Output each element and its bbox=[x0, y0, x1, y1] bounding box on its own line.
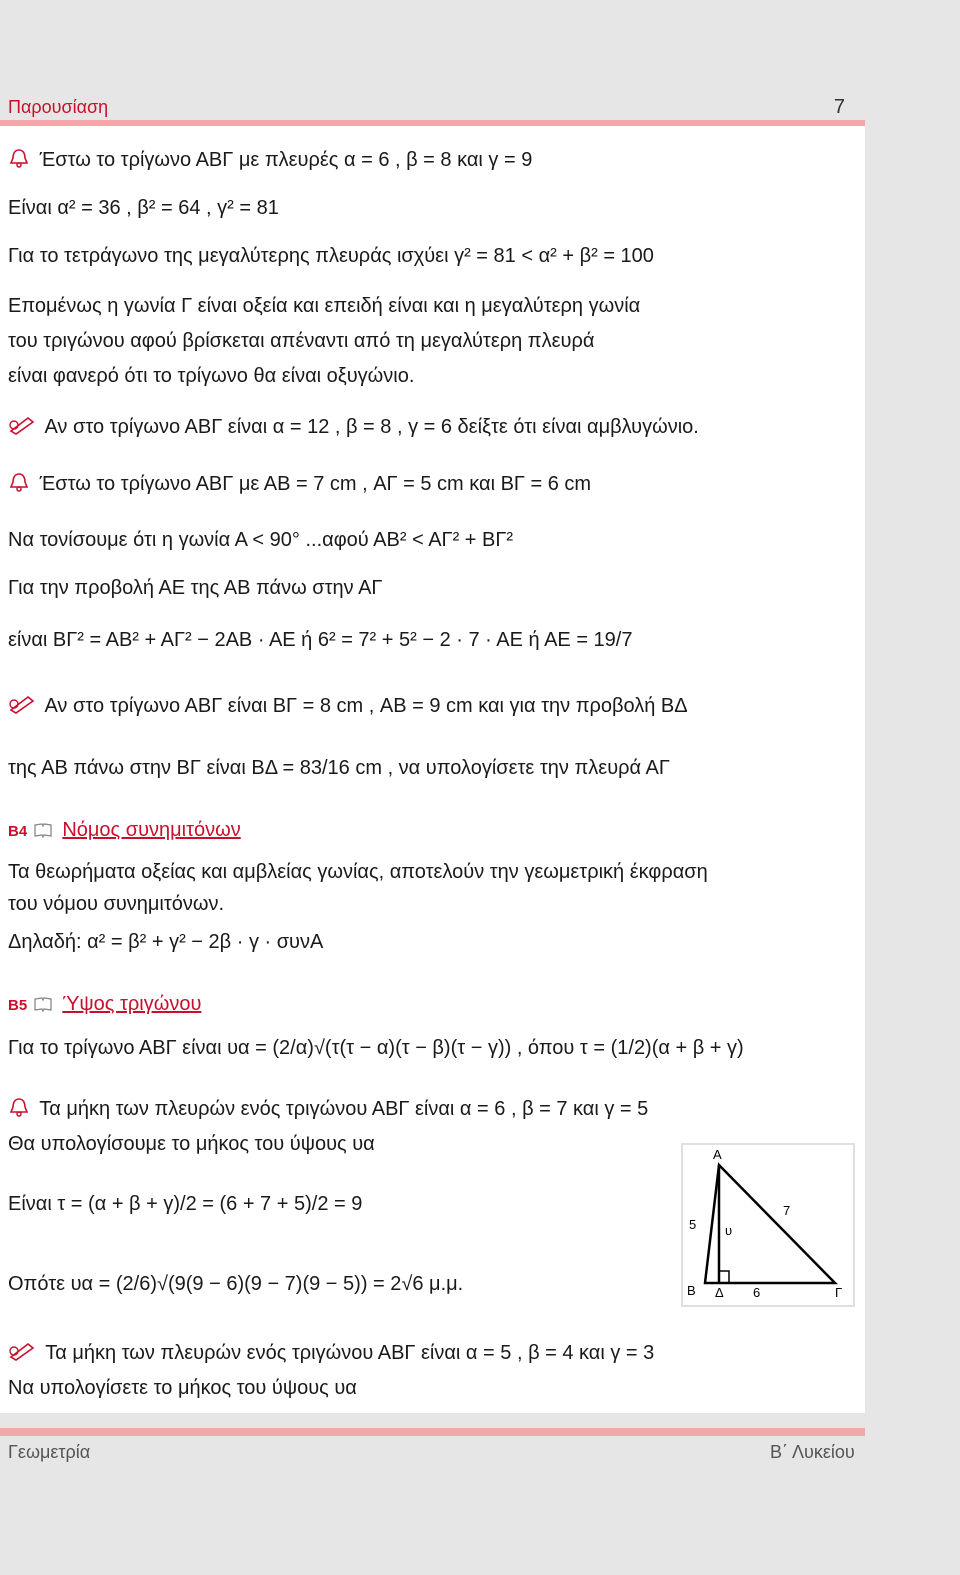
ex1-text: Αν στο τρίγωνο ΑΒΓ είναι α = 12 , β = 8 , γ = 6 δείξτε ότι είναι αμβλυγώνιο. bbox=[44, 416, 699, 438]
header-title: Παρουσίαση bbox=[8, 97, 109, 117]
side-ag-label: 7 bbox=[783, 1203, 791, 1218]
section-b4-tag: Β4 bbox=[8, 823, 28, 840]
paragraph-14: Είναι τ = (α + β + γ)/2 = (6 + 7 + 5)/2 = 9 bbox=[8, 1193, 363, 1215]
ex3a-text: Τα μήκη των πλευρών ενός τριγώνου ΑΒΓ είναι α = 5 , β = 4 και γ = 3 bbox=[45, 1342, 655, 1364]
paragraph-11: Για το τρίγωνο ΑΒΓ είναι υα = (2/α)√(τ(τ − α)(τ − β)(τ − γ)) , όπου τ = (1/2)(α + β + γ) bbox=[8, 1037, 744, 1059]
pencil-icon bbox=[8, 415, 36, 435]
paragraph-9a: Τα θεωρήματα οξείας και αμβλείας γωνίας, αποτελούν την γεωμετρική έκφραση bbox=[8, 861, 708, 883]
right-angle-mark bbox=[719, 1271, 729, 1283]
paragraph-4b: του τριγώνου αφού βρίσκεται απέναντι από τη μεγαλύτερη πλευρά bbox=[8, 330, 595, 352]
vertex-g-label: Γ bbox=[835, 1285, 843, 1300]
vertex-b-label: Β bbox=[687, 1283, 696, 1298]
section-b5-title: Ύψος τριγώνου bbox=[62, 993, 202, 1015]
paragraph-9b: του νόμου συνημιτόνων. bbox=[8, 893, 225, 915]
triangle-figure bbox=[681, 1143, 855, 1307]
triangle-diagram bbox=[683, 1145, 853, 1305]
footer-rule bbox=[0, 1428, 865, 1436]
bell-icon bbox=[8, 148, 30, 168]
pencil-icon bbox=[8, 694, 36, 714]
exercise-2b: της ΑΒ πάνω στην ΒΓ είναι ΒΔ = 83/16 cm , να υπολογίσετε την πλευρά ΑΓ bbox=[8, 757, 670, 779]
exercise-2a bbox=[8, 694, 688, 718]
section-b5 bbox=[8, 992, 201, 1018]
footer-right: Β΄ Λυκείου bbox=[770, 1442, 855, 1462]
bell-icon bbox=[8, 1097, 30, 1117]
bell-icon bbox=[8, 472, 30, 492]
exercise-3b: Να υπολογίσετε το μήκος του ύψους υα bbox=[8, 1377, 357, 1399]
paragraph-15: Οπότε υα = (2/6)√(9(9 − 6)(9 − 7)(9 − 5)) = 2√6 μ.μ. bbox=[8, 1273, 464, 1295]
side-ab-label: 5 bbox=[689, 1217, 697, 1232]
paragraph-13: Θα υπολογίσουμε το μήκος του ύψους υα bbox=[8, 1133, 375, 1155]
paragraph-8: είναι ΒΓ² = ΑΒ² + ΑΓ² − 2ΑΒ · ΑΕ ή 6² = 7² + 5² − 2 · 7 · ΑΕ ή ΑΕ = 19/7 bbox=[8, 629, 633, 651]
side-bg-label: 6 bbox=[753, 1285, 761, 1300]
pencil-icon bbox=[8, 1341, 36, 1361]
foot-d-label: Δ bbox=[715, 1285, 724, 1300]
book-icon bbox=[33, 822, 53, 838]
paragraph-6: Να τονίσουμε ότι η γωνία Α < 90° ...αφού ΑΒ² < ΑΓ² + ΒΓ² bbox=[8, 529, 514, 551]
section-b5-tag: Β5 bbox=[8, 997, 28, 1014]
exercise-3a bbox=[8, 1341, 654, 1365]
book-icon bbox=[33, 996, 53, 1012]
paragraph-7: Για την προβολή ΑΕ της ΑΒ πάνω στην ΑΓ bbox=[8, 577, 383, 599]
footer-left: Γεωμετρία bbox=[8, 1442, 91, 1462]
height-label: υ bbox=[725, 1223, 733, 1238]
paragraph-1 bbox=[8, 148, 532, 172]
p12-text: Τα μήκη των πλευρών ενός τριγώνου ΑΒΓ είναι α = 6 , β = 7 και γ = 5 bbox=[39, 1098, 649, 1120]
paragraph-5 bbox=[8, 472, 591, 496]
section-b4 bbox=[8, 818, 241, 844]
exercise-1 bbox=[8, 415, 699, 439]
p1-text: Έστω το τρίγωνο ΑΒΓ με πλευρές α = 6 , β = 8 και γ = 9 bbox=[39, 149, 533, 171]
ex2a-text: Αν στο τρίγωνο ΑΒΓ είναι ΒΓ = 8 cm , ΑΒ = 9 cm και για την προβολή ΒΔ bbox=[44, 695, 688, 717]
paragraph-3: Για το τετράγωνο της μεγαλύτερης πλευράς ισχύει γ² = 81 < α² + β² = 100 bbox=[8, 245, 654, 267]
page-number: 7 bbox=[833, 96, 845, 118]
p5-text: Έστω το τρίγωνο ΑΒΓ με ΑΒ = 7 cm , ΑΓ = 5 cm και ΒΓ = 6 cm bbox=[39, 473, 592, 495]
section-b4-title: Νόμος συνημιτόνων bbox=[62, 819, 241, 841]
paragraph-10: Δηλαδή: α² = β² + γ² − 2β · γ · συνΑ bbox=[8, 931, 324, 953]
paragraph-2: Είναι α² = 36 , β² = 64 , γ² = 81 bbox=[8, 197, 279, 219]
vertex-a-label: Α bbox=[713, 1147, 722, 1162]
paragraph-12 bbox=[8, 1097, 648, 1121]
paragraph-4a: Επομένως η γωνία Γ είναι οξεία και επειδή είναι και η μεγαλύτερη γωνία bbox=[8, 295, 641, 317]
paragraph-4c: είναι φανερό ότι το τρίγωνο θα είναι οξυγώνιο. bbox=[8, 365, 415, 387]
